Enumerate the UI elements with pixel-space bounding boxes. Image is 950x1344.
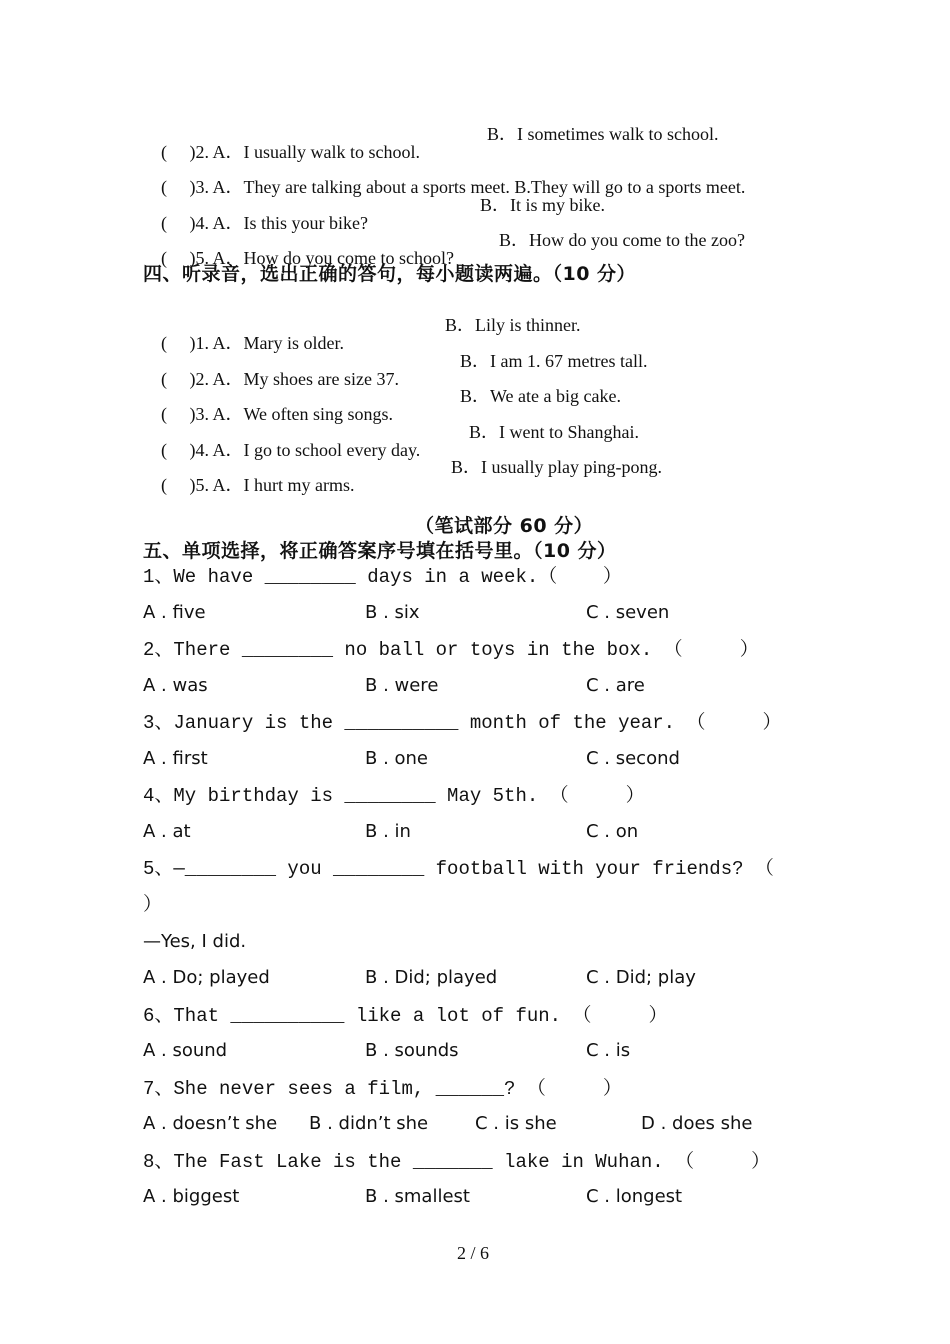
answer-bracket: ( ) — [161, 369, 196, 389]
option-a: 1. A．Mary is older. — [195, 333, 344, 353]
question-text: 2、There ________ no ball or toys in the box. （ ） — [143, 639, 759, 661]
section-4-heading: 四、听录音，选出正确的答句，每小题读两遍。（10 分） — [143, 263, 637, 285]
choice-b: B . one — [365, 748, 429, 769]
question-text: 6、That __________ like a lot of fun. （ ） — [143, 1005, 668, 1027]
page-number: 2 / 6 — [457, 1243, 490, 1263]
listening-item — [143, 458, 355, 512]
option-b: B．It is my bike. — [480, 195, 605, 215]
question-text: 3、January is the __________ month of the year. （ ） — [143, 712, 782, 734]
option-b: B．Lily is thinner. — [445, 315, 581, 335]
option-b: B．We ate a big cake. — [460, 386, 621, 406]
answer-bracket: ( ) — [161, 333, 196, 353]
choice-a: A . biggest — [143, 1186, 240, 1207]
choice-c: C . is she — [475, 1113, 557, 1134]
choice-c: C . seven — [586, 602, 670, 623]
choice-b: B . in — [365, 821, 411, 842]
answer-bracket: ( ) — [161, 404, 196, 424]
choice-c: C . second — [586, 748, 680, 769]
choice-a: A . sound — [143, 1040, 228, 1061]
choice-c: C . are — [586, 675, 645, 696]
answer-bracket: ( ) — [161, 248, 196, 268]
answer-bracket: ( ) — [161, 440, 196, 460]
question-text: 5、—________ you ________ football with your friends? （ — [143, 858, 774, 880]
question-text: 4、My birthday is ________ May 5th. （ ） — [143, 785, 645, 807]
option-b: B．How do you come to the zoo? — [499, 230, 745, 250]
choice-b: B . smallest — [365, 1186, 470, 1207]
question-text: 8、The Fast Lake is the _______ lake in Wuhan. （ ） — [143, 1151, 771, 1173]
question-text: 7、She never sees a film, ______? （ ） — [143, 1078, 622, 1100]
question-text-continued: ） — [143, 894, 163, 916]
choice-a: A . was — [143, 675, 208, 696]
written-part-title: （笔试部分 60 分） — [415, 515, 594, 537]
choice-a: A . Do; played — [143, 967, 270, 988]
choice-a: A . first — [143, 748, 208, 769]
option-a: 2. A．My shoes are size 37. — [195, 369, 399, 389]
question-text: 1、We have ________ days in a week.（ ） — [143, 566, 622, 588]
answer-bracket: ( ) — [161, 177, 196, 197]
choice-b: B . sounds — [365, 1040, 459, 1061]
answer-bracket: ( ) — [161, 475, 196, 495]
answer-bracket: ( ) — [161, 213, 196, 233]
choice-c: C . is — [586, 1040, 631, 1061]
option-a: 3. A．We often sing songs. — [195, 404, 394, 424]
option-a: 4. A．Is this your bike? — [195, 213, 368, 233]
choice-a: A . doesn’t she — [143, 1113, 278, 1134]
option-a: 2. A．I usually walk to school. — [195, 142, 420, 162]
choice-b: B . Did; played — [365, 967, 498, 988]
section-5-heading: 五、单项选择，将正确答案序号填在括号里。（10 分） — [143, 540, 617, 562]
option-b: B．I went to Shanghai. — [469, 422, 639, 442]
answer-bracket: ( ) — [161, 142, 196, 162]
choice-c: C . Did; play — [586, 967, 696, 988]
option-b: B．I am 1. 67 metres tall. — [460, 351, 648, 371]
option-b: B．I usually play ping-pong. — [451, 457, 662, 477]
option-a: 5. A．How do you come to school? — [195, 248, 454, 268]
choice-d: D . does she — [641, 1113, 753, 1134]
option-a: 5. A．I hurt my arms. — [195, 475, 355, 495]
option-a: 3. A．They are talking about a sports meet. B.They will go to a sports meet. — [195, 177, 746, 197]
choice-c: C . on — [586, 821, 639, 842]
choice-b: B . six — [365, 602, 420, 623]
answer-text: —Yes, I did. — [143, 931, 247, 952]
choice-c: C . longest — [586, 1186, 683, 1207]
choice-b: B . didn’t she — [309, 1113, 429, 1134]
option-b: B．I sometimes walk to school. — [487, 124, 719, 144]
option-a: 4. A．I go to school every day. — [195, 440, 421, 460]
choice-a: A . at — [143, 821, 191, 842]
choice-a: A . five — [143, 602, 206, 623]
choice-b: B . were — [365, 675, 439, 696]
